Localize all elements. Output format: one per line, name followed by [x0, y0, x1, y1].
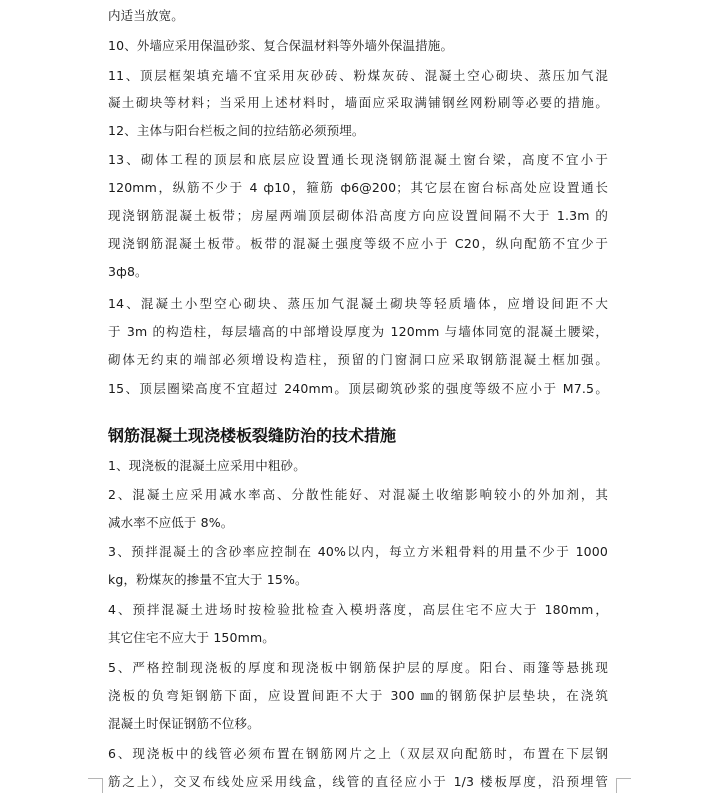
text-line: 其它住宅不应大于 150mm。 — [108, 630, 275, 645]
text-line: 混凝土时保证钢筋不位移。 — [108, 716, 260, 731]
text-line: 14、混凝土小型空心砌块、蒸压加气混凝土砌块等轻质墙体，应增设间距不大 — [108, 296, 608, 311]
text-line: 减水率不应低于 8%。 — [108, 515, 234, 530]
text-line: 筋之上），交叉布线处应采用线盒，线管的直径应小于 1/3 楼板厚度，沿预埋管 — [108, 774, 608, 789]
text-line: 内适当放宽。 — [108, 8, 184, 23]
text-line: 1、现浇板的混凝土应采用中粗砂。 — [108, 458, 306, 473]
text-line: 凝土砌块等材料；当采用上述材料时，墙面应采取满铺钢丝网粉刷等必要的措施。 — [108, 95, 608, 110]
text-line: kg，粉煤灰的掺量不宜大于 15%。 — [108, 572, 308, 587]
text-line: 3、预拌混凝土的含砂率应控制在 40%以内，每立方米粗骨料的用量不少于 1000 — [108, 544, 608, 559]
text-line: 现浇钢筋混凝土板带。板带的混凝土强度等级不应小于 C20，纵向配筋不宜少于 — [108, 236, 608, 251]
text-line: 13、砌体工程的顶层和底层应设置通长现浇钢筋混凝土窗台梁，高度不宜小于 — [108, 152, 608, 167]
text-line: 浇板的负弯矩钢筋下面，应设置间距不大于 300 ㎜的钢筋保护层垫块，在浇筑 — [108, 688, 608, 703]
text-line: 5、严格控制现浇板的厚度和现浇板中钢筋保护层的厚度。阳台、雨篷等悬挑现 — [108, 660, 608, 675]
text-line: 6、现浇板中的线管必须布置在钢筋网片之上（双层双向配筋时，布置在下层钢 — [108, 746, 608, 761]
text-line: 砌体无约束的端部必须增设构造柱，预留的门窗洞口应采取钢筋混凝土框加强。 — [108, 352, 608, 367]
text-line: 2、混凝土应采用减水率高、分散性能好、对混凝土收缩影响较小的外加剂，其 — [108, 487, 608, 502]
text-line: 10、外墙应采用保温砂浆、复合保温材料等外墙外保温措施。 — [108, 38, 454, 53]
text-line: 现浇钢筋混凝土板带；房屋两端顶层砌体沿高度方向应设置间隔不大于 1.3m 的 — [108, 208, 608, 223]
page-corner-mark-left — [88, 778, 103, 793]
section-heading: 钢筋混凝土现浇楼板裂缝防治的技术措施 — [108, 426, 397, 445]
text-line: 120mm，纵筋不少于 4 ф10，箍筋 ф6@200；其它层在窗台标高处应设置通长 — [108, 180, 608, 195]
text-line: 15、顶层圈梁高度不宜超过 240mm。顶层砌筑砂浆的强度等级不应小于 M7.5。 — [108, 381, 608, 396]
text-line: 12、主体与阳台栏板之间的拉结筋必须预埋。 — [108, 123, 365, 138]
text-line: 11、顶层框架填充墙不宜采用灰砂砖、粉煤灰砖、混凝土空心砌块、蒸压加气混 — [108, 68, 608, 83]
text-line: 4、预拌混凝土进场时按检验批检查入模坍落度，高层住宅不应大于 180mm， — [108, 602, 608, 617]
text-line: 3ф8。 — [108, 264, 148, 279]
text-line: 于 3m 的构造柱，每层墙高的中部增设厚度为 120mm 与墙体同宽的混凝土腰梁， — [108, 324, 608, 339]
page-corner-mark-right — [616, 778, 631, 793]
